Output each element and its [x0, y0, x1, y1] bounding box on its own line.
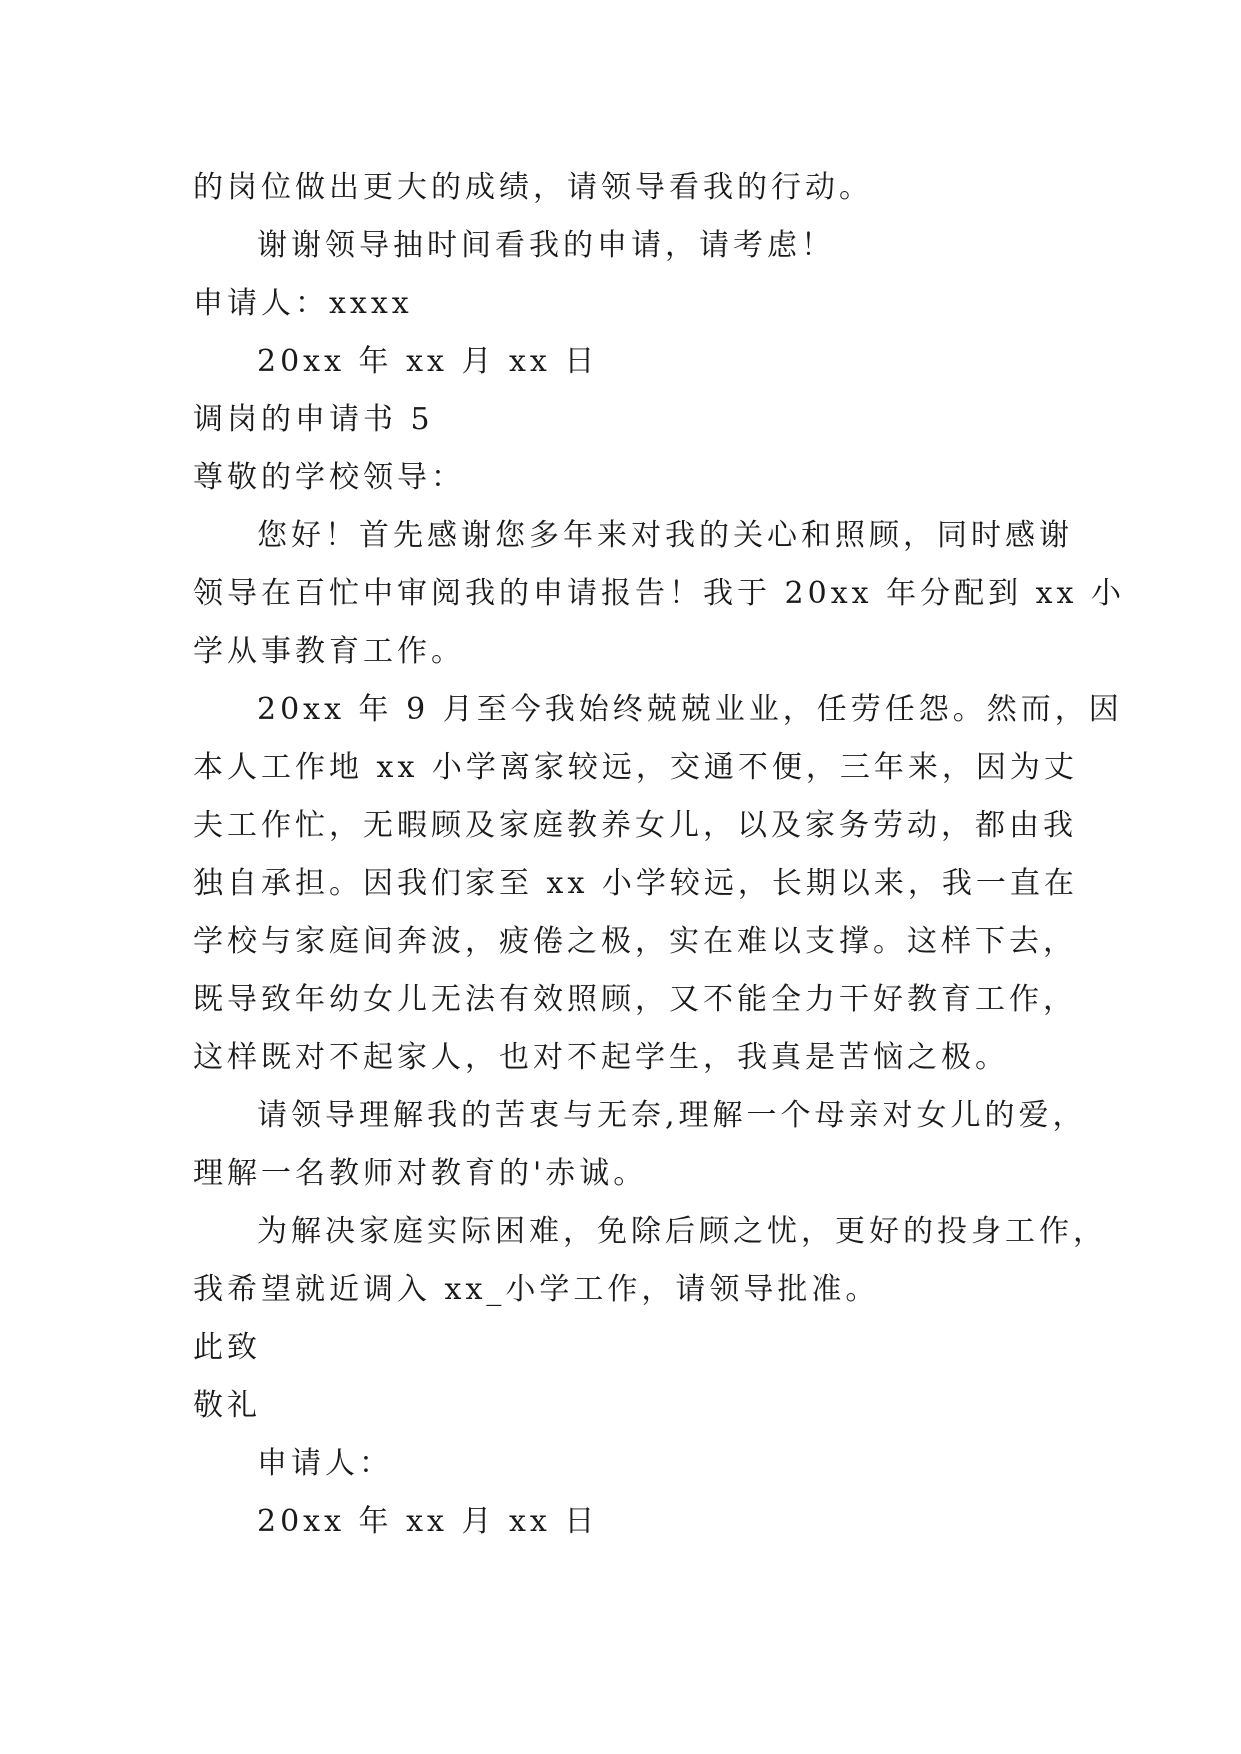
text-line: 您好！首先感谢您多年来对我的关心和照顾，同时感谢	[257, 518, 1073, 553]
text-line: 学从事教育工作。	[193, 634, 465, 669]
text-line: 独自承担。因我们家至 xx 小学较远，长期以来，我一直在	[193, 866, 1078, 901]
closing-line: 此致	[193, 1330, 261, 1365]
text-line: 这样既对不起家人，也对不起学生，我真是苦恼之极。	[193, 1040, 1009, 1075]
text-line: 领导在百忙中审阅我的申请报告！我于 20xx 年分配到 xx 小	[193, 576, 1125, 611]
text-line: 谢谢领导抽时间看我的申请，请考虑！	[257, 228, 835, 263]
text-line: 学校与家庭间奔波，疲倦之极，实在难以支撑。这样下去，	[193, 924, 1077, 959]
section-title: 调岗的申请书 5	[193, 402, 434, 437]
text-line: 我希望就近调入 xx_小学工作，请领导批准。	[193, 1272, 880, 1307]
text-line: 理解一名教师对教育的'赤诚。	[193, 1156, 648, 1191]
text-line: 本人工作地 xx 小学离家较远，交通不便，三年来，因为丈	[193, 750, 1078, 785]
date-line: 20xx 年 xx 月 xx 日	[257, 344, 599, 379]
text-line: 20xx 年 9 月至今我始终兢兢业业，任劳任怨。然而，因	[257, 692, 1123, 727]
text-line: 既导致年幼女儿无法有效照顾，又不能全力干好教育工作，	[193, 982, 1077, 1017]
text-line: 夫工作忙，无暇顾及家庭教养女儿，以及家务劳动，都由我	[193, 808, 1077, 843]
applicant-line: 申请人：	[257, 1446, 393, 1481]
applicant-line: 申请人：xxxx	[193, 286, 413, 321]
text-line: 为解决家庭实际困难，免除后顾之忧，更好的投身工作，	[257, 1214, 1107, 1249]
closing-line: 敬礼	[193, 1388, 261, 1423]
salutation: 尊敬的学校领导：	[193, 460, 465, 495]
date-line: 20xx 年 xx 月 xx 日	[257, 1504, 599, 1539]
text-line: 请领导理解我的苦衷与无奈,理解一个母亲对女儿的爱，	[257, 1098, 1087, 1133]
text-line: 的岗位做出更大的成绩，请领导看我的行动。	[193, 170, 873, 205]
